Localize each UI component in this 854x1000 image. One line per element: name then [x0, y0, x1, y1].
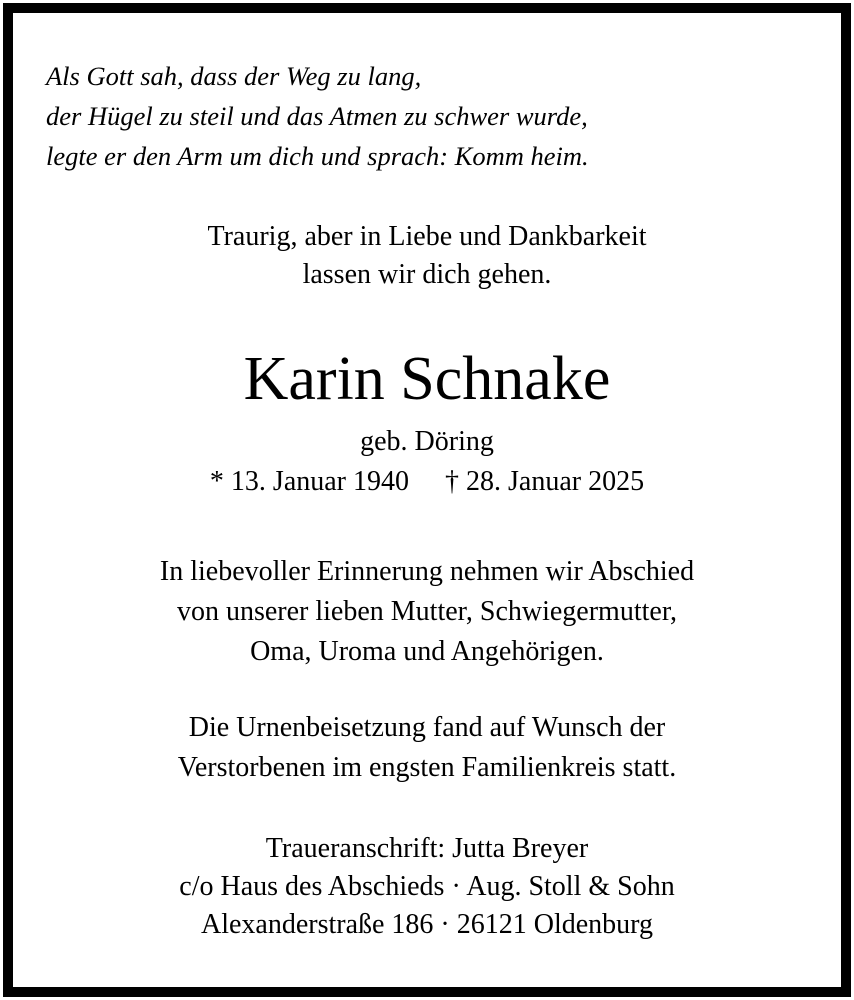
mourning-address — [0, 830, 854, 944]
farewell-line: von unserer lieben Mutter, Schwiegermutter, — [176, 596, 678, 627]
death-date: † 28. Januar 2025 — [445, 466, 645, 497]
poem-verse — [46, 56, 589, 176]
urn-line: Die Urnenbeisetzung fand auf Wunsch der — [188, 712, 666, 743]
intro-text — [0, 218, 854, 294]
life-dates — [0, 462, 854, 502]
address-line: c/o Haus des Abschieds · Aug. Stoll & Sohn — [179, 871, 675, 902]
farewell-line: In liebevoller Erinnerung nehmen wir Abschied — [159, 556, 695, 587]
birth-date: * 13. Januar 1940 — [209, 466, 409, 497]
farewell-text — [0, 552, 854, 672]
poem-line: legte er den Arm um dich und sprach: Komm heim. — [46, 141, 589, 171]
poem-line: Als Gott sah, dass der Weg zu lang, — [46, 61, 422, 91]
address-line: Alexanderstraße 186 · 26121 Oldenburg — [200, 909, 654, 940]
urn-burial-notice — [0, 708, 854, 788]
deceased-name: Karin Schnake — [243, 345, 611, 413]
intro-line: lassen wir dich gehen. — [302, 259, 552, 290]
intro-line: Traurig, aber in Liebe und Dankbarkeit — [207, 221, 647, 252]
farewell-line: Oma, Uroma und Angehörigen. — [250, 636, 604, 667]
address-line: Traueranschrift: Jutta Breyer — [265, 833, 589, 864]
urn-line: Verstorbenen im engsten Familienkreis statt. — [177, 752, 677, 783]
birth-name: geb. Döring — [360, 426, 494, 457]
poem-line: der Hügel zu steil und das Atmen zu schwer wurde, — [46, 101, 588, 131]
